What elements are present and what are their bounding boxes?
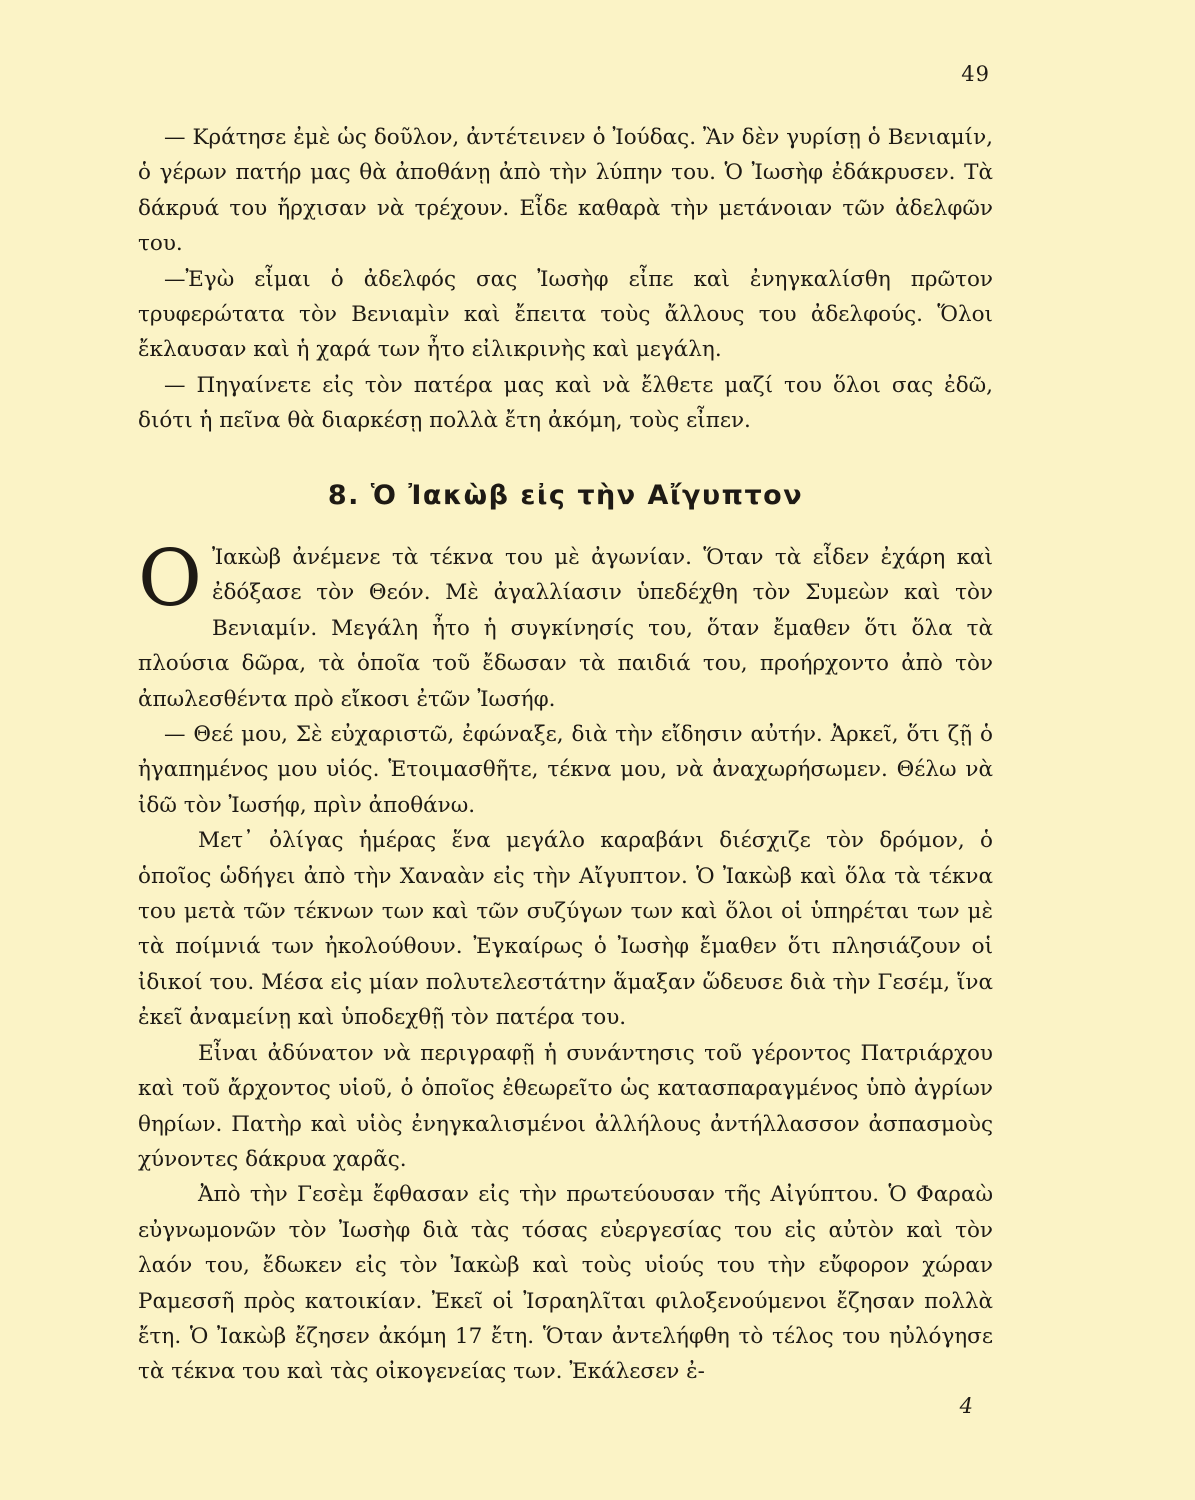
paragraph-jacob-waits xyxy=(138,534,993,717)
signature-mark: 4 xyxy=(959,1394,973,1418)
paragraph-thank-god: — Θεέ μου, Σὲ εὐχαριστῶ, ἐφώναξε, διὰ τὴν εἴδησιν αὐτήν. Ἀρκεῖ, ὅτι ζῇ ὁ ἠγαπημένος μου υἱός. Ἑτοιμασθῆτε, τέκνα μου, νὰ ἀναχωρήσωμεν. Θέλω νὰ ἰδῶ τὸν Ἰωσήφ, πρὶν ἀποθάνω. xyxy=(138,722,993,818)
paragraph-caravan: Μετ᾽ ὀλίγας ἡμέρας ἕνα μεγάλο καραβάνι διέσχιζε τὸν δρόμον, ὁ ὁποῖος ὡδήγει ἀπὸ τὴν Χαναὰν εἰς τὴν Αἴγυπτον. Ὁ Ἰακὼβ καὶ ὅλα τὰ τέκνα του μετὰ τῶν τέκνων των καὶ τῶν συζύγων των καὶ ὅλοι οἱ ὑπηρέται των μὲ τὰ ποίμνιά των ἠκολούθουν. Ἐγκαίρως ὁ Ἰωσὴφ ἔμαθεν ὅτι πλησιάζουν οἱ ἰδικοί του. Μέσα εἰς μίαν πολυτελεστάτην ἅμαξαν ὥδευσε διὰ τὴν Γεσέμ, ἵνα ἐκεῖ ἀναμείνῃ καὶ ὑποδεχθῇ τὸν πατέρα του. xyxy=(138,828,993,1031)
paragraph-judah-speech: — Κράτησε ἐμὲ ὡς δοῦλον, ἀντέτεινεν ὁ Ἰούδας. Ἂν δὲν γυρίσῃ ὁ Βενιαμίν, ὁ γέρων πατήρ μας θὰ ἀποθάνῃ ἀπὸ τὴν λύπην του. Ὁ Ἰωσὴφ ἐδάκρυσεν. Τὰ δάκρυά του ἤρχισαν νὰ τρέχουν. Εἶδε καθαρὰ τὴν μετάνοιαν τῶν ἀδελφῶν του. xyxy=(138,125,993,257)
paragraph-pharaoh: Ἀπὸ τὴν Γεσὲμ ἔφθασαν εἰς τὴν πρωτεύουσαν τῆς Αἰγύπτου. Ὁ Φαραὼ εὐγνωμονῶν τὸν Ἰωσὴφ διὰ τὰς τόσας εὐεργεσίας του εἰς αὐτὸν καὶ τὸν λαόν του, ἔδωκεν εἰς τὸν Ἰακὼβ καὶ τοὺς υἱούς του τὴν εὔφορον χώραν Ραμεσσῆ πρὸς κατοικίαν. Ἐκεῖ οἱ Ἰσραηλῖται φιλοξενούμενοι ἔζησαν πολλὰ ἔτη. Ὁ Ἰακὼβ ἔζησεν ἀκόμη 17 ἔτη. Ὅταν ἀντελήφθη τὸ τέλος του ηὐλόγησε τὰ τέκνα του καὶ τὰς οἰκογενείας των. Ἐκάλεσεν ἐ- xyxy=(138,1182,993,1385)
page-number: 49 xyxy=(961,62,990,86)
chapter-heading: 8. Ὁ Ἰακὼβ εἰς τὴν Αἴγυπτον xyxy=(327,480,804,511)
chapter-text-block xyxy=(138,534,993,1390)
paragraph-jacob-waits-text: Ἰακὼβ ἀνέμενε τὰ τέκνα του μὲ ἀγωνίαν. Ὅταν τὰ εἶδεν ἐχάρη καὶ ἐδόξασε τὸν Θεόν. Μὲ ἀγαλλίασιν ὑπεδέχθη τὸν Συμεὼν καὶ τὸν Βενιαμίν. Μεγάλη ἦτο ἡ συγκίνησίς του, ὅταν ἔμαθεν ὅτι ὅλα τὰ πλούσια δῶρα, τὰ ὁποῖα τοῦ ἔδωσαν τὰ παιδιά του, προήρχοντο ἀπὸ τὸν ἀπωλεσθέντα πρὸ εἴκοσι ἐτῶν Ἰωσήφ. xyxy=(138,545,993,712)
top-text-block xyxy=(138,120,993,439)
paragraph-go-to-father: — Πηγαίνετε εἰς τὸν πατέρα μας καὶ νὰ ἔλθετε μαζί του ὅλοι σας ἐδῶ, διότι ἡ πεῖνα θὰ διαρκέσῃ πολλὰ ἔτη ἀκόμη, τοὺς εἶπεν. xyxy=(138,372,993,434)
dropcap-letter: Ο xyxy=(138,534,202,624)
paragraph-joseph-reveal: —Ἐγὼ εἶμαι ὁ ἀδελφός σας Ἰωσὴφ εἶπε καὶ ἐνηγκαλίσθη πρῶτον τρυφερώτατα τὸν Βενιαμὶν καὶ ἔπειτα τοὺς ἄλλους του ἀδελφούς. Ὅλοι ἔκλαυσαν καὶ ἡ χαρά των ἦτο εἰλικρινὴς καὶ μεγάλη. xyxy=(138,266,993,363)
paragraph-meeting: Εἶναι ἀδύνατον νὰ περιγραφῇ ἡ συνάντησις τοῦ γέροντος Πατριάρχου καὶ τοῦ ἄρχοντος υἱοῦ, ὁ ὁποῖος ἐθεωρεῖτο ὡς κατασπαραγμένος ὑπὸ ἀγρίων θηρίων. Πατὴρ καὶ υἱὸς ἐνηγκαλισμένοι ἀλλήλους ἀντήλλασσον ἀσπασμοὺς χύνοντες δάκρυα χαρᾶς. xyxy=(138,1040,993,1172)
